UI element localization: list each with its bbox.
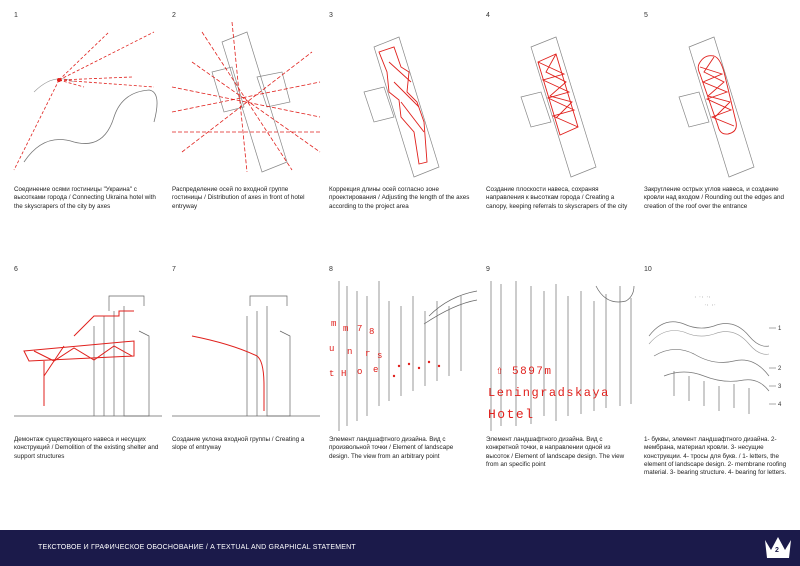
- diagram-exploded-axonometry: [644, 276, 792, 426]
- callout-3: 3: [778, 384, 782, 390]
- panel-caption: Элемент ландшафтного дизайна. Вид с конкретной точки, в направлении одной из высоток / Element of landscape design. The view from an specific point: [486, 436, 625, 468]
- svg-text:n: n: [347, 347, 353, 357]
- page-number: 2: [775, 547, 779, 554]
- panel-number: 5: [644, 12, 648, 19]
- diagram-axes-adjusted: [329, 22, 477, 172]
- diagram-entry-slope: [172, 276, 320, 426]
- panel-caption: Распределение осей по входной группе гостиницы / Distribution of axes in front of hotel entryway: [172, 186, 305, 210]
- svg-text:m: m: [343, 324, 349, 334]
- panel-caption: Соединение осями гостиницы "Украина" с высотками города / Connecting Ukraina hotel with the skyscrapers of the city by axes: [14, 186, 156, 210]
- callout-2: 2: [778, 366, 782, 372]
- panel-caption: Создание уклона входной группы / Creating a slope of entryway: [172, 436, 305, 452]
- panel-8: [329, 266, 477, 502]
- panel-number: 6: [14, 266, 18, 273]
- svg-text:m: m: [331, 319, 337, 329]
- diagram-landscape-arbitrary-view: [329, 276, 477, 426]
- letters-height: 5897m: [512, 366, 553, 378]
- panel-9: [486, 266, 634, 502]
- panel-number: 8: [329, 266, 333, 273]
- diagram-axes-to-skyscrapers: [14, 22, 162, 172]
- panel-number: 7: [172, 266, 176, 273]
- diagram-landscape-specific-view: [486, 276, 634, 426]
- panel-2: [172, 12, 320, 248]
- panel-10: [644, 266, 792, 502]
- svg-text:s: s: [377, 351, 383, 361]
- svg-text:: ·: ·:: : ·: ·:: [694, 296, 711, 300]
- svg-text:t: t: [329, 369, 335, 379]
- diagram-rounded-canopy: [644, 22, 792, 172]
- panel-4: [486, 12, 634, 248]
- panel-caption: Создание плоскости навеса, сохраняя направления к высоткам города / Creating a canopy, keeping referrals to skyscrapers of the city: [486, 186, 628, 210]
- panel-caption: Коррекция длины осей согласно зоне проектирования / Adjusting the length of the axes according to the project area: [329, 186, 470, 210]
- panel-number: 3: [329, 12, 333, 19]
- footer-bar: [0, 530, 800, 566]
- panel-number: 10: [644, 266, 652, 273]
- svg-text:⇧: ⇧: [496, 364, 505, 378]
- panel-number: 1: [14, 12, 18, 19]
- panel-number: 4: [486, 12, 490, 19]
- diagram-canopy-plane: [486, 22, 634, 172]
- footer-title: ТЕКСТОВОЕ И ГРАФИЧЕСКОЕ ОБОСНОВАНИЕ / A TEXTUAL AND GRAPHICAL STATEMENT: [38, 544, 356, 551]
- callout-4: 4: [778, 402, 782, 408]
- panel-caption: Демонтаж существующего навеса и несущих конструкций / Demolition of the existing shelter and support structures: [14, 436, 159, 460]
- panel-number: 2: [172, 12, 176, 19]
- letters-name: Leningradskaya: [488, 386, 610, 400]
- diagram-axes-distribution: [172, 22, 320, 172]
- svg-text:o: o: [357, 367, 363, 377]
- svg-text:H: H: [341, 369, 347, 379]
- svg-text:u: u: [329, 344, 335, 354]
- panel-number: 9: [486, 266, 490, 273]
- letters-hotel: Hotel: [488, 407, 535, 422]
- svg-text:8: 8: [369, 327, 375, 337]
- panel-6: [14, 266, 162, 502]
- svg-text:e: e: [373, 365, 379, 375]
- panel-3: [329, 12, 477, 248]
- svg-text:·: :·: ·: :·: [704, 304, 717, 308]
- panel-caption: Элемент ландшафтного дизайна. Вид с произвольной точки / Element of landscape design. The view from an arbitrary point: [329, 436, 454, 460]
- panel-caption: 1- буквы, элемент ландшафтного дизайна. 2- мембрана, материал кровли. 3- несущие конструкции. 4- тросы для букв. / 1- letters, the element of landscape design. 2- membrane roofing material. 3- bearing structure. 4- bearing for letters.: [644, 436, 787, 477]
- callout-1: 1: [778, 326, 782, 332]
- panel-1: [14, 12, 162, 248]
- panel-caption: Закругление острых углов навеса, и создание кровли над входом / Rounding out the edges and creation of the roof over the entrance: [644, 186, 784, 210]
- svg-text:r: r: [365, 349, 371, 359]
- panel-5: [644, 12, 792, 248]
- diagram-demolition: [14, 276, 162, 426]
- panel-7: [172, 266, 320, 502]
- svg-text:7: 7: [357, 324, 363, 334]
